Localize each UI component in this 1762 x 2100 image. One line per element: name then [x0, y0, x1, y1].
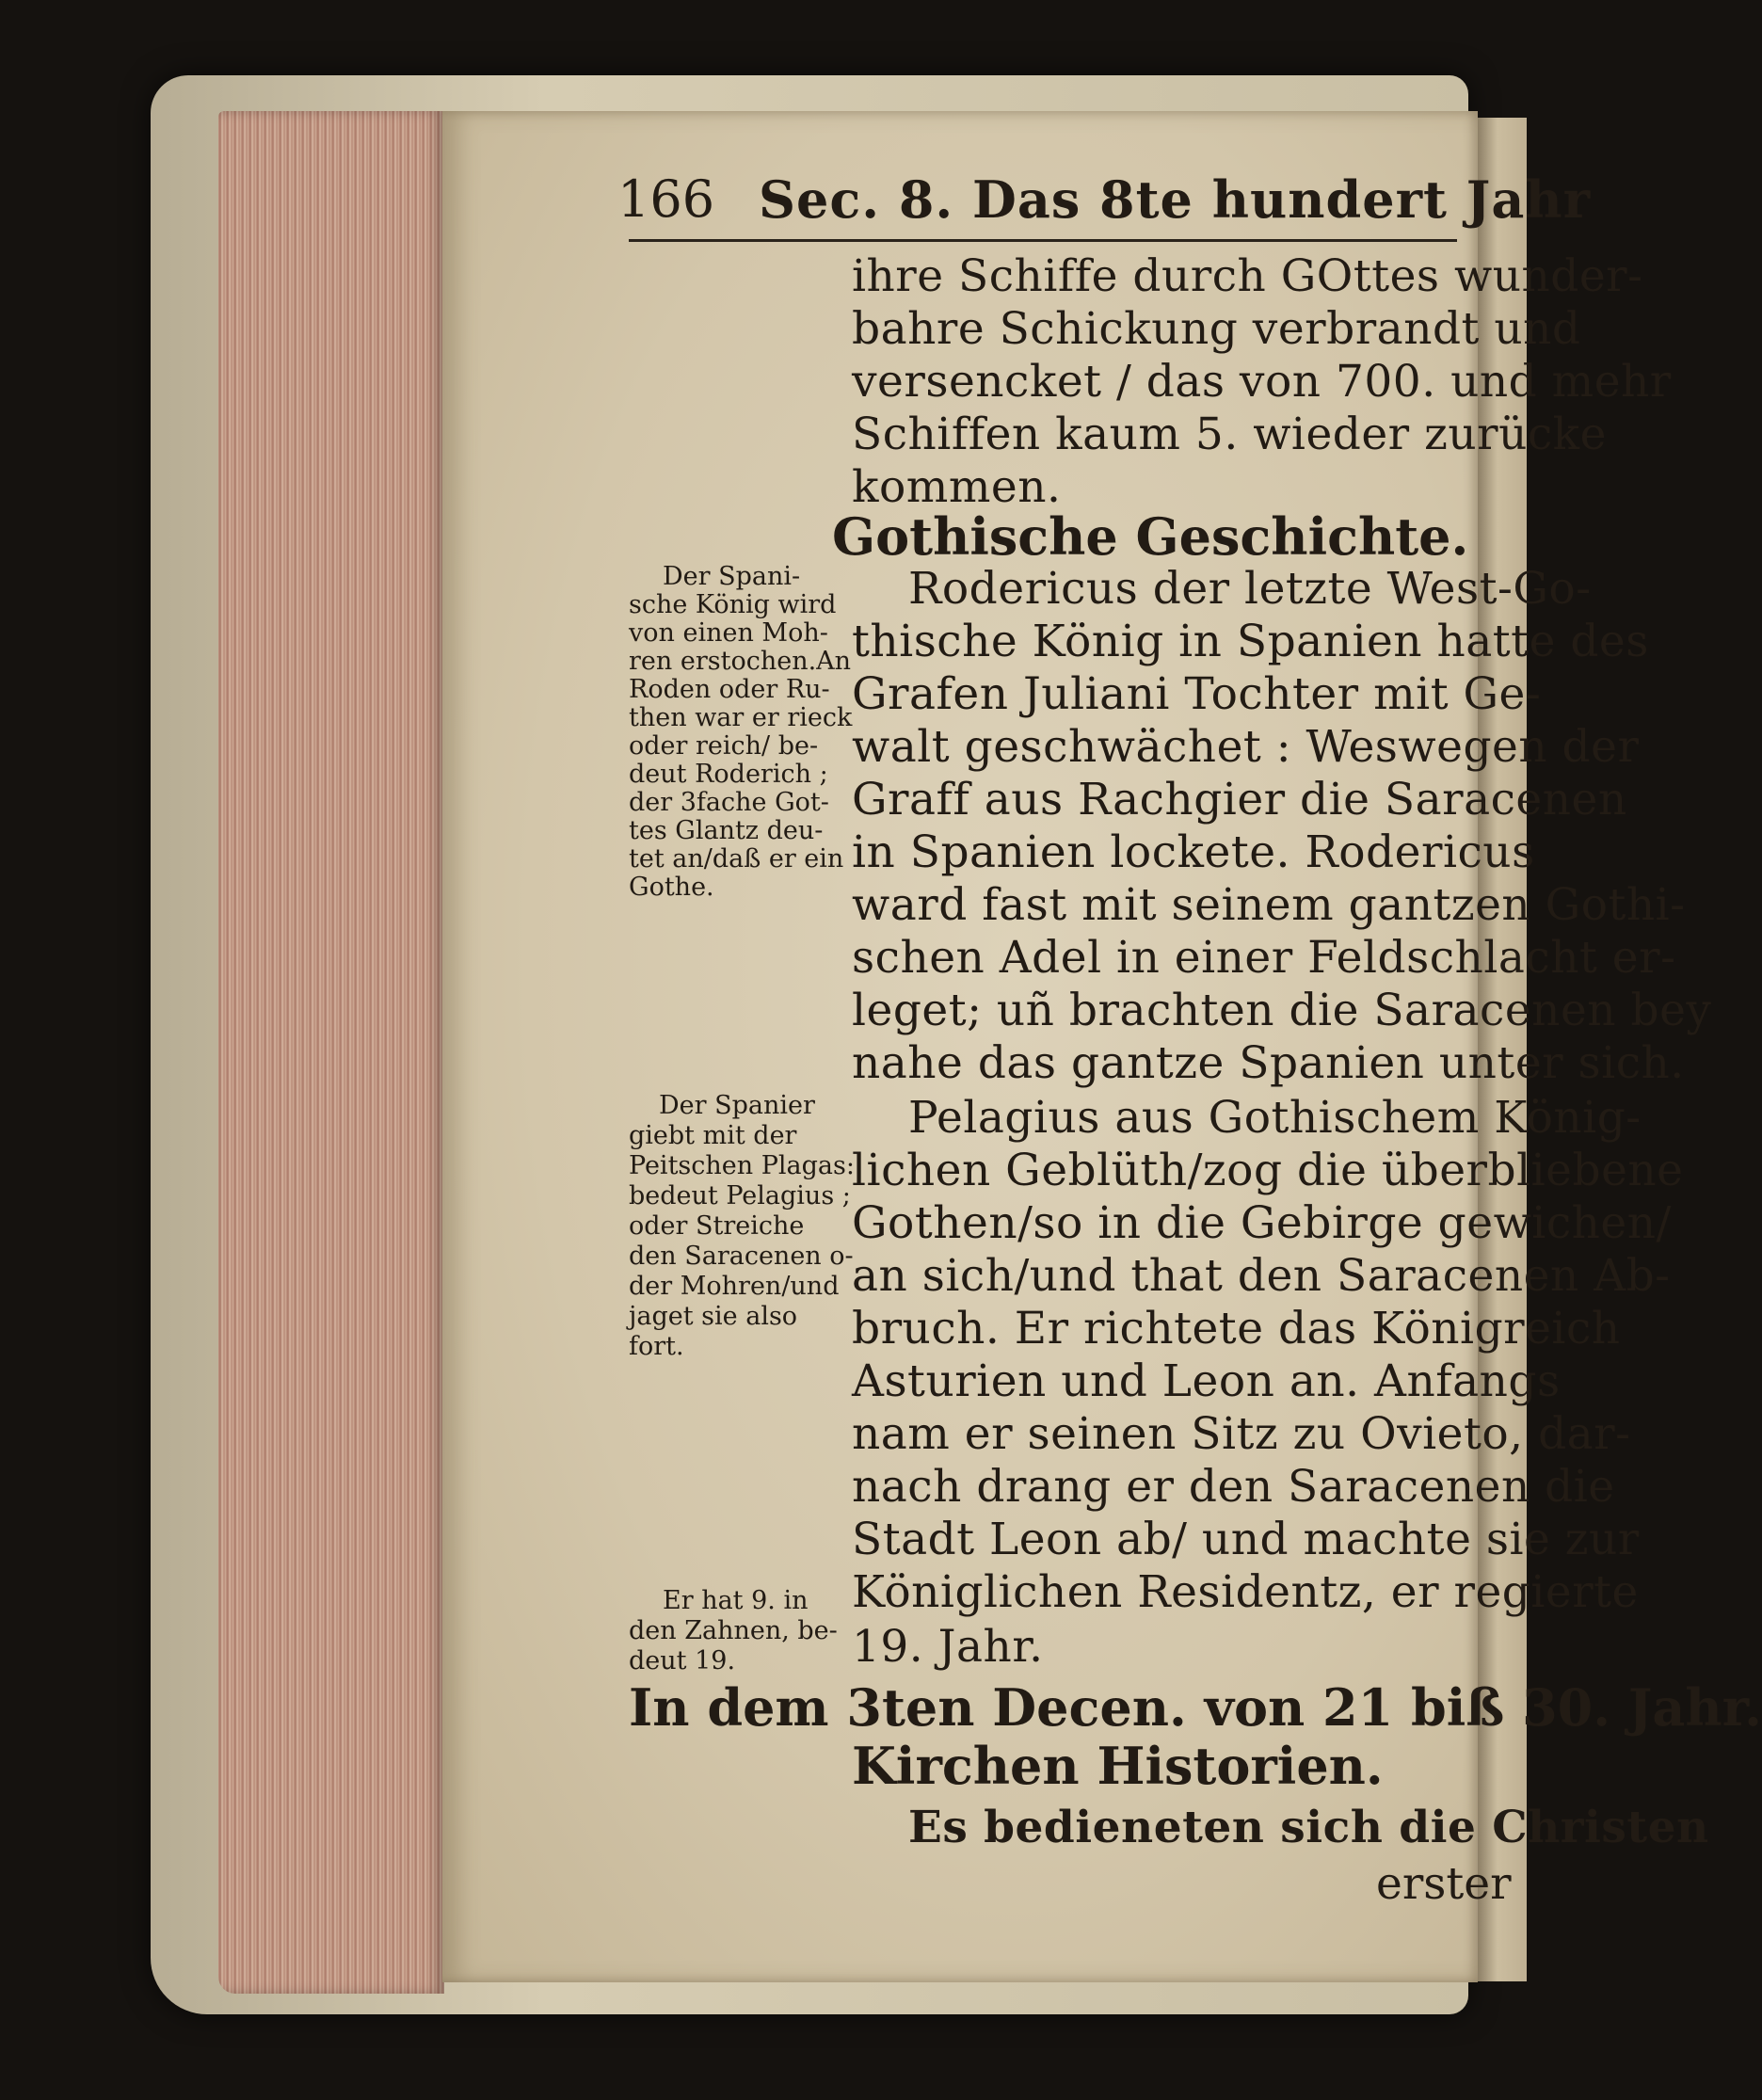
note-line: Er hat 9. in — [663, 1586, 809, 1615]
text-line: Stadt Leon ab/ und machte sie zur — [852, 1514, 1640, 1565]
note-line: then war er rieck — [629, 703, 853, 732]
text-line: 19. Jahr. — [852, 1621, 1044, 1673]
note-line: oder reich/ be- — [629, 731, 819, 761]
catchword: erster — [1376, 1858, 1512, 1910]
page-number: 166 — [617, 169, 715, 229]
text-line: ihre Schiffe durch GOttes wunder- — [852, 250, 1643, 302]
text-line: Gothen/so in die Gebirge gewichen/ — [852, 1197, 1672, 1249]
note-line: von einen Moh- — [629, 618, 828, 648]
note-line: oder Streiche — [629, 1211, 805, 1241]
note-line: fort. — [629, 1332, 684, 1361]
text-line: leget; uñ brachten die Saracenen bey — [852, 985, 1712, 1036]
note-line: Der Spani- — [663, 562, 801, 591]
text-line: an sich/und that den Saracenen Ab- — [852, 1250, 1671, 1302]
text-line: nahe das gantze Spanien unter sich. — [852, 1037, 1685, 1089]
text-line: nam er seinen Sitz zu Ovieto, dar- — [852, 1408, 1631, 1460]
text-line: Schiffen kaum 5. wieder zurücke — [852, 409, 1607, 460]
text-line: schen Adel in einer Feldschlacht er- — [852, 932, 1676, 984]
note-line: giebt mit der — [629, 1121, 797, 1150]
text-line: kommen. — [852, 461, 1062, 513]
text-line: Graff aus Rachgier die Saracenen — [852, 774, 1627, 826]
section-heading: In dem 3ten Decen. von 21 biß 30. Jahr. — [629, 1677, 1762, 1738]
text-line: ward fast mit seinem gantzen Gothi- — [852, 879, 1686, 931]
section-heading: Kirchen Historien. — [852, 1736, 1384, 1796]
text-line: walt geschwächet : Weswegen der — [852, 721, 1640, 773]
note-line: Gothe. — [629, 873, 714, 902]
note-line: der 3fache Got- — [629, 788, 829, 817]
text-line: lichen Geblüth/zog die überbliebene — [852, 1145, 1684, 1196]
text-line: nach drang er den Saracenen die — [852, 1461, 1615, 1513]
note-line: tet an/daß er ein — [629, 844, 844, 874]
note-line: der Mohren/und — [629, 1272, 840, 1301]
note-line: den Zahnen, be- — [629, 1616, 838, 1645]
note-line: ren erstochen.An — [629, 647, 852, 676]
text-line: Pelagius aus Gothischem König- — [908, 1092, 1642, 1144]
note-line: sche König wird — [629, 590, 837, 619]
text-line: Es bedieneten sich die Christen — [908, 1802, 1709, 1853]
text-line: thische König in Spanien hatte des — [852, 616, 1649, 667]
section-heading: Gothische Geschichte. — [832, 506, 1469, 567]
header-rule — [629, 239, 1457, 242]
note-line: deut 19. — [629, 1646, 736, 1675]
note-line: Der Spanier — [659, 1091, 815, 1120]
text-line: versencket / das von 700. und mehr — [852, 356, 1672, 408]
text-line: Asturien und Leon an. Anfangs — [852, 1355, 1561, 1407]
note-line: den Saracenen o- — [629, 1242, 854, 1271]
text-line: bahre Schickung verbrandt und — [852, 303, 1581, 355]
note-line: Roden oder Ru- — [629, 675, 830, 704]
note-line: Peitschen Plagas: — [629, 1151, 855, 1180]
note-line: jaget sie also — [629, 1302, 798, 1331]
note-line: bedeut Pelagius ; — [629, 1181, 851, 1210]
text-line: Grafen Juliani Tochter mit Ge- — [852, 668, 1542, 720]
note-line: deut Roderich ; — [629, 760, 828, 789]
page-edges — [218, 111, 444, 1994]
text-line: bruch. Er richtete das Königreich — [852, 1303, 1621, 1355]
note-line: tes Glantz deu- — [629, 816, 824, 845]
running-title: Sec. 8. Das 8te hundert Jahr — [759, 169, 1592, 230]
text-line: Rodericus der letzte West-Go- — [908, 563, 1592, 615]
text-line: Königlichen Residentz, er regierte — [852, 1566, 1639, 1618]
text-line: in Spanien lockete. Rodericus — [852, 826, 1535, 878]
